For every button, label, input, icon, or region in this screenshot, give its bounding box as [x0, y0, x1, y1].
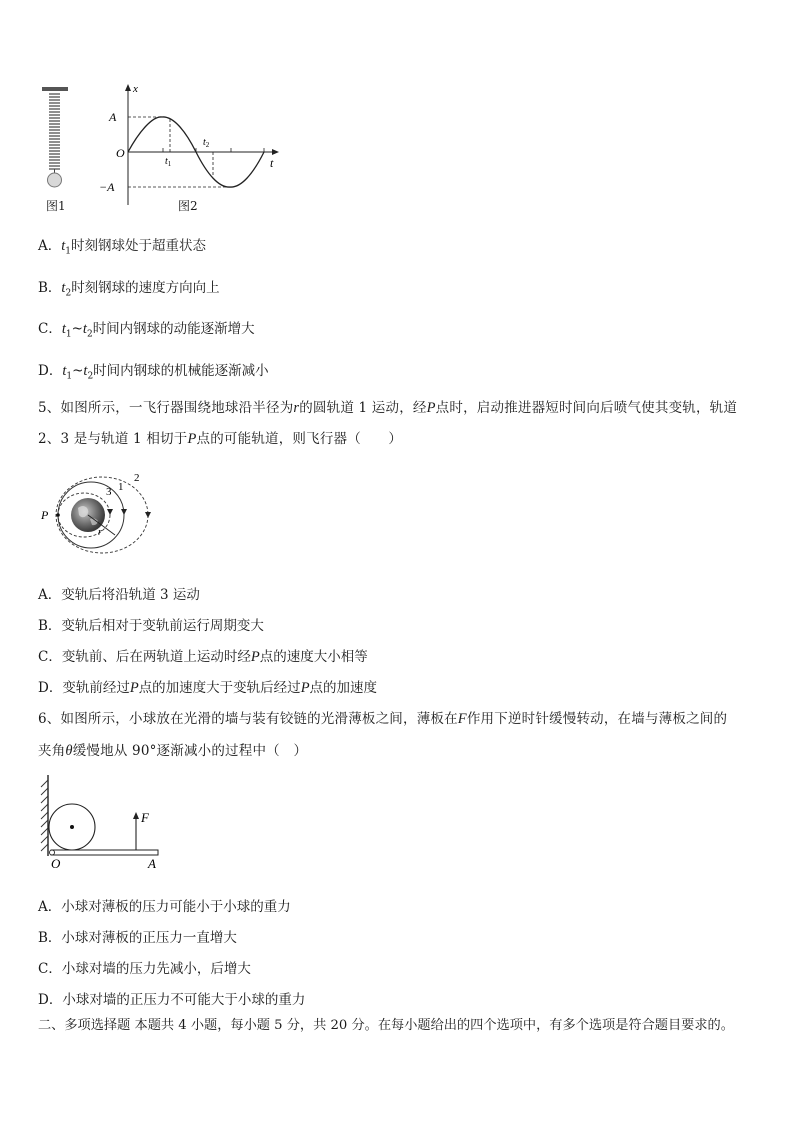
figure-2-label: 图2 — [178, 199, 198, 213]
q6-option-b: B．小球对薄板的正压力一直增大 — [38, 930, 237, 946]
orbit-2-label: 2 — [134, 472, 140, 484]
q4-option-c: C．$t_1\sim t_2$时间内钢球的动能逐渐增大 — [38, 321, 255, 340]
radius-r-label: r — [98, 527, 102, 538]
q5-option-c: C．变轨前、后在两轨道上运动时经P点的速度大小相等 — [38, 649, 368, 665]
t-axis-label: t — [270, 156, 274, 170]
amplitude-positive-label: A — [109, 110, 117, 124]
figure-1-label: 图1 — [46, 199, 66, 213]
q6-stem-line-2: 夹角θ缓慢地从 90°逐渐减小的过程中（ ） — [38, 743, 308, 759]
q6-stem-line-1: 6、如图所示，小球放在光滑的墙与装有铰链的光滑薄板之间，薄板在F作用下逆时针缓慢转动，在墙与薄板之间的 — [38, 711, 728, 727]
figure-2-graph — [95, 80, 285, 215]
orbit-figure — [38, 463, 168, 558]
board-end-A-label: A — [148, 856, 156, 871]
q5-option-a: A．变轨后将沿轨道 3 运动 — [38, 587, 200, 603]
q4-option-d: D．$t_1\sim t_2$时间内钢球的机械能逐渐减小 — [38, 363, 269, 382]
q5-stem-line-2: 2、3 是与轨道 1 相切于P点的可能轨道，则飞行器（ ） — [38, 431, 403, 447]
t1-label: $t_1$ — [165, 156, 172, 168]
orbit-3-label: 3 — [106, 486, 112, 498]
q6-option-d: D．小球对墙的正压力不可能大于小球的重力 — [38, 992, 306, 1008]
q6-option-c: C．小球对墙的压力先减小，后增大 — [38, 961, 251, 977]
figure-1-spring — [38, 82, 78, 217]
q4-option-b: B．$t_2$时刻钢球的速度方向向上 — [38, 280, 220, 299]
force-F-label: F — [141, 810, 149, 825]
q5-option-b: B．变轨后相对于变轨前运行周期变大 — [38, 618, 264, 634]
section-2-heading: 二、多项选择题 本题共 4 小题，每小题 5 分，共 20 分。在每小题给出的四个选项中，有多个选项是符合题目要求的。 — [38, 1018, 734, 1033]
wall-ball-board-figure — [38, 772, 173, 872]
x-axis-label: x — [133, 83, 138, 95]
orbit-P-label: P — [41, 508, 49, 522]
q5-stem-line-1: 5、如图所示，一飞行器围绕地球沿半径为r的圆轨道 1 运动，经P点时，启动推进器短时间向后喷气使其变轨，轨道 — [38, 400, 738, 416]
origin-label: O — [116, 146, 125, 160]
q6-option-a: A．小球对薄板的压力可能小于小球的重力 — [38, 899, 291, 915]
hinge-O-label: O — [51, 856, 61, 871]
q4-option-a: A．$t_1$时刻钢球处于超重状态 — [38, 238, 207, 257]
orbit-1-label: 1 — [118, 481, 124, 493]
amplitude-negative-label: −A — [99, 180, 115, 194]
q5-option-d: D．变轨前经过P点的加速度大于变轨后经过P点的加速度 — [38, 680, 378, 696]
t2-label: $t_2$ — [203, 137, 210, 149]
